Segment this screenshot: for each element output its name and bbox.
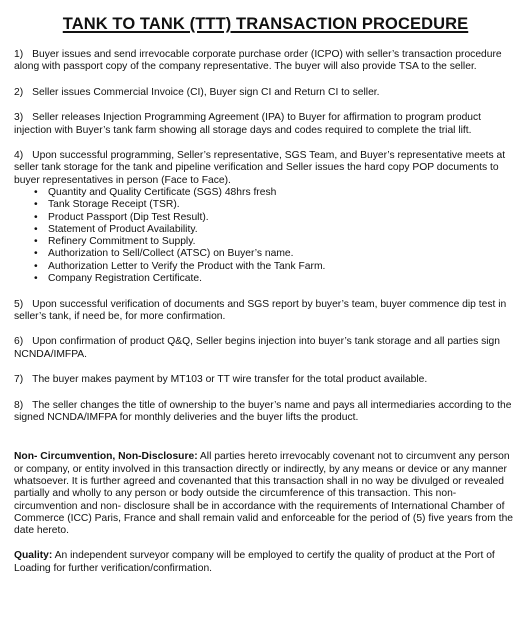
list-item — [34, 236, 517, 248]
bullet-icon: • — [34, 273, 38, 285]
ncnd-label: Non- Circumvention, Non-Disclosure: — [14, 451, 198, 463]
step-number: 2) — [14, 86, 24, 98]
step-7 — [14, 374, 517, 386]
bullet-icon: • — [34, 186, 38, 198]
step-number: 4) — [14, 150, 24, 162]
step-text: The buyer makes payment by MT103 or TT wire transfer for the total product available. — [32, 374, 428, 386]
ncnd-paragraph — [14, 451, 517, 537]
step-number: 7) — [14, 374, 24, 386]
bullet-icon: • — [34, 211, 38, 223]
step-4 — [14, 150, 517, 187]
bullet-icon: • — [34, 260, 38, 272]
bullet-icon: • — [34, 248, 38, 260]
list-item-text: Statement of Product Availability. — [48, 223, 198, 235]
step-text: Seller releases Injection Programming Agreement (IPA) to Buyer for affirmation to program product injection with Buyer’s tank farm showing all storage days and codes required to complete the trial lift. — [14, 112, 482, 136]
list-item-text: Company Registration Certificate. — [48, 273, 202, 285]
step-text: The seller changes the title of ownership to the buyer’s name and pays all intermediaries according to the signed NCNDA/IMFPA for monthly deliveries and the buyer lifts the product. — [14, 399, 512, 423]
list-item — [34, 199, 517, 211]
ncnd-text: All parties hereto irrevocably covenant not to circumvent any person or company, or entity involved in this transaction directly or indirectly, by any means or device or any manner whatsoever. It is further agreed and covenanted that this transaction shall in no way be divulged or revealed partially and wholly to any person or body outside the circumference of this transaction. This non- circumvention and non- disclosure shall be in accordance with the requirements of International Chamber of Commerce (ICC) Paris, France and shall remain valid and enforceable for the period of (5) five years from the date hereto. — [14, 451, 514, 537]
step-2 — [14, 87, 517, 99]
list-item — [34, 187, 517, 199]
list-item-text: Refinery Commitment to Supply. — [48, 236, 196, 248]
step-number: 6) — [14, 336, 24, 348]
step-3 — [14, 112, 517, 137]
list-item — [34, 248, 517, 260]
step-1 — [14, 49, 517, 74]
step-text: Seller issues Commercial Invoice (CI), Buyer sign CI and Return CI to seller. — [32, 86, 380, 98]
step-8 — [14, 400, 517, 425]
step-text: Upon successful verification of documents and SGS report by buyer’s team, buyer commence dip test in seller’s tank, if need be, for more confirmation. — [14, 298, 507, 322]
step-text: Upon confirmation of product Q&Q, Seller begins injection into buyer’s tank storage and all parties sign NCNDA/IMFPA. — [14, 336, 500, 360]
list-item — [34, 224, 517, 236]
step-5 — [14, 299, 517, 324]
document-page — [14, 14, 517, 588]
section-spacer — [14, 437, 517, 451]
step-number: 1) — [14, 49, 24, 60]
document-title: TANK TO TANK (TTT) TRANSACTION PROCEDURE — [62, 15, 469, 33]
documents-list — [14, 187, 517, 285]
step-number: 5) — [14, 298, 24, 310]
bullet-icon: • — [34, 236, 38, 248]
list-item-text: Authorization to Sell/Collect (ATSC) on Buyer’s name. — [48, 248, 294, 260]
bullet-icon: • — [34, 199, 38, 211]
list-item-text: Product Passport (Dip Test Result). — [48, 211, 209, 223]
quality-text: An independent surveyor company will be employed to certify the quality of product at the Port of Loading for further verification/confirmation. — [14, 550, 495, 574]
step-number: 3) — [14, 112, 24, 124]
list-item — [34, 273, 517, 285]
step-number: 8) — [14, 399, 24, 411]
list-item-text: Authorization Letter to Verify the Product with the Tank Farm. — [48, 260, 326, 272]
list-item-text: Tank Storage Receipt (TSR). — [48, 199, 180, 211]
list-item — [34, 212, 517, 224]
list-item — [34, 261, 517, 273]
quality-paragraph — [14, 550, 517, 575]
step-text: Buyer issues and send irrevocable corporate purchase order (ICPO) with seller’s transaction procedure along with passport copy of the company representative. The buyer will also provide TSA to the seller. — [14, 49, 502, 73]
step-6 — [14, 336, 517, 361]
list-item-text: Quantity and Quality Certificate (SGS) 48hrs fresh — [48, 186, 277, 198]
step-text: Upon successful programming, Seller’s representative, SGS Team, and Buyer’s representative meets at seller tank storage for the tank and pipeline verification and Seller issues the hard copy POP documents to buyer representatives in person (Face to Face). — [14, 150, 506, 186]
quality-label: Quality: — [14, 550, 53, 562]
bullet-icon: • — [34, 223, 38, 235]
